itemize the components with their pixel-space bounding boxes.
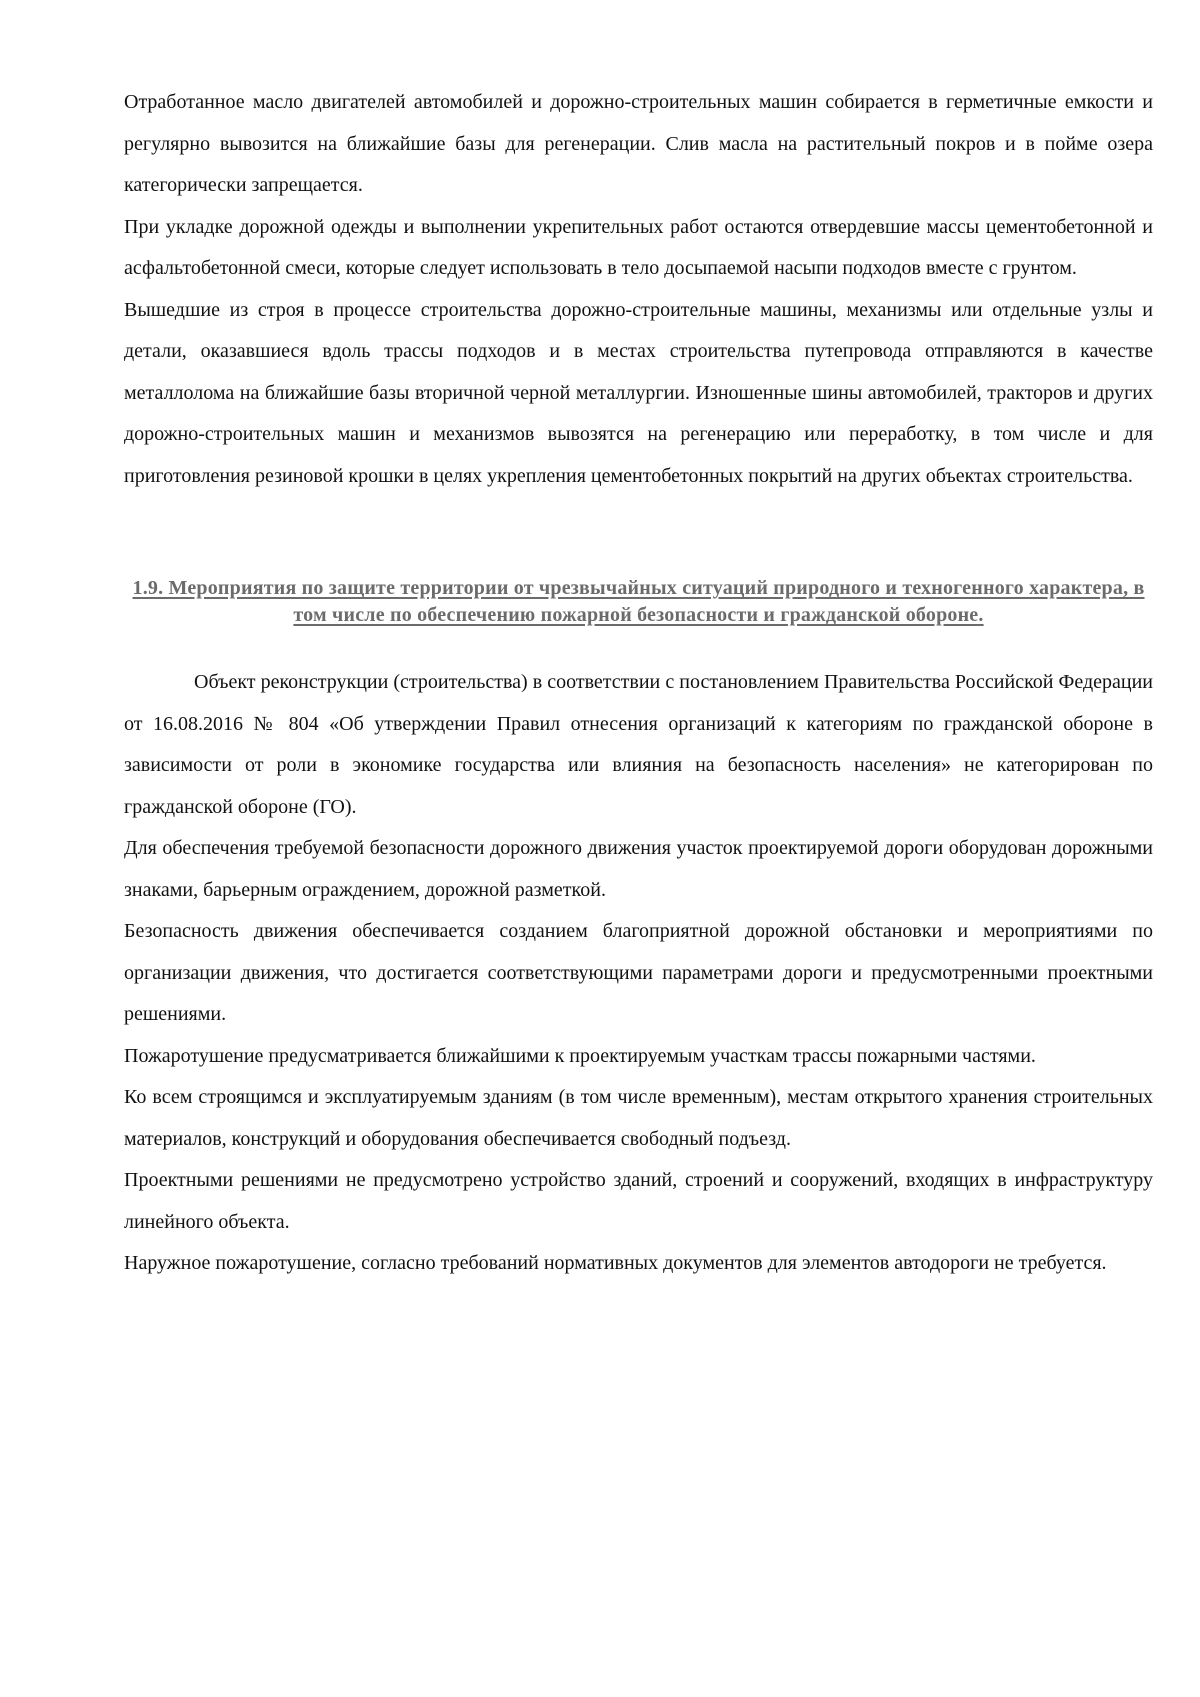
paragraph-firefighting: Пожаротушение предусматривается ближайшими к проектируемым участкам трассы пожарными частями.	[124, 1044, 1036, 1067]
paragraph-road-safety: Для обеспечения требуемой безопасности дорожного движения участок проектируемой дороги оборудован дорожными знаками, барьерным ограждением, дорожной разметкой.	[124, 837, 1153, 901]
paragraph-road-surface: При укладке дорожной одежды и выполнении укрепительных работ остаются отвердевшие массы цементобетонной и асфальтобетонной смеси, которые следует использовать в тело досыпаемой насыпи подходов вместе с грунтом.	[124, 215, 1153, 279]
section-heading: 1.9. Мероприятия по защите территории от чрезвычайных ситуаций природного и техногенного характера, в том числе по обеспечению пожарной безопасности и гражданской обороне.	[132, 577, 1145, 626]
paragraph-scrap-metal: Вышедшие из строя в процессе строительства дорожно-строительные машины, механизмы или отдельные узлы и детали, оказавшиеся вдоль трассы подходов и в местах строительства путепровода отправляются в качестве металлолома на ближайшие базы вторичной черной металлургии. Изношенные шины автомобилей, тракторов и других дорожно-строительных машин и механизмов вывозятся на регенерацию или переработку, в том числе и для приготовления резиновой крошки в целях укрепления цементобетонных покрытий на других объектах строительства.	[124, 298, 1153, 487]
paragraph-external-fire: Наружное пожаротушение, согласно требований нормативных документов для элементов автодороги не требуется.	[124, 1252, 1107, 1274]
document-body	[124, 82, 1153, 1285]
paragraph-civil-defense: Объект реконструкции (строительства) в соответствии с постановлением Правительства Российской Федерации от 16.08.2016 № 804 «Об утверждении Правил отнесения организаций к категориям по гражданской обороне в зависимости от роли в экономике государства или влияния на безопасность населения» не категорирован по гражданской обороне (ГО).	[124, 671, 1153, 818]
paragraph-waste-oil: Отработанное масло двигателей автомобилей и дорожно-строительных машин собирается в герметичные емкости и регулярно вывозится на ближайшие базы для регенерации. Слив масла на растительный покров и в пойме озера категорически запрещается.	[124, 91, 1153, 196]
paragraph-traffic-safety: Безопасность движения обеспечивается созданием благоприятной дорожной обстановки и мероприятиями по организации движения, что достигается соответствующими параметрами дороги и предусмотренными проектными решениями.	[124, 920, 1153, 1025]
paragraph-buildings: Проектными решениями не предусмотрено устройство зданий, строений и сооружений, входящих в инфраструктуру линейного объекта.	[124, 1169, 1153, 1233]
paragraph-access-roads: Ко всем строящимся и эксплуатируемым зданиям (в том числе временным), местам открытого хранения строительных материалов, конструкций и оборудования обеспечивается свободный подъезд.	[124, 1086, 1153, 1150]
